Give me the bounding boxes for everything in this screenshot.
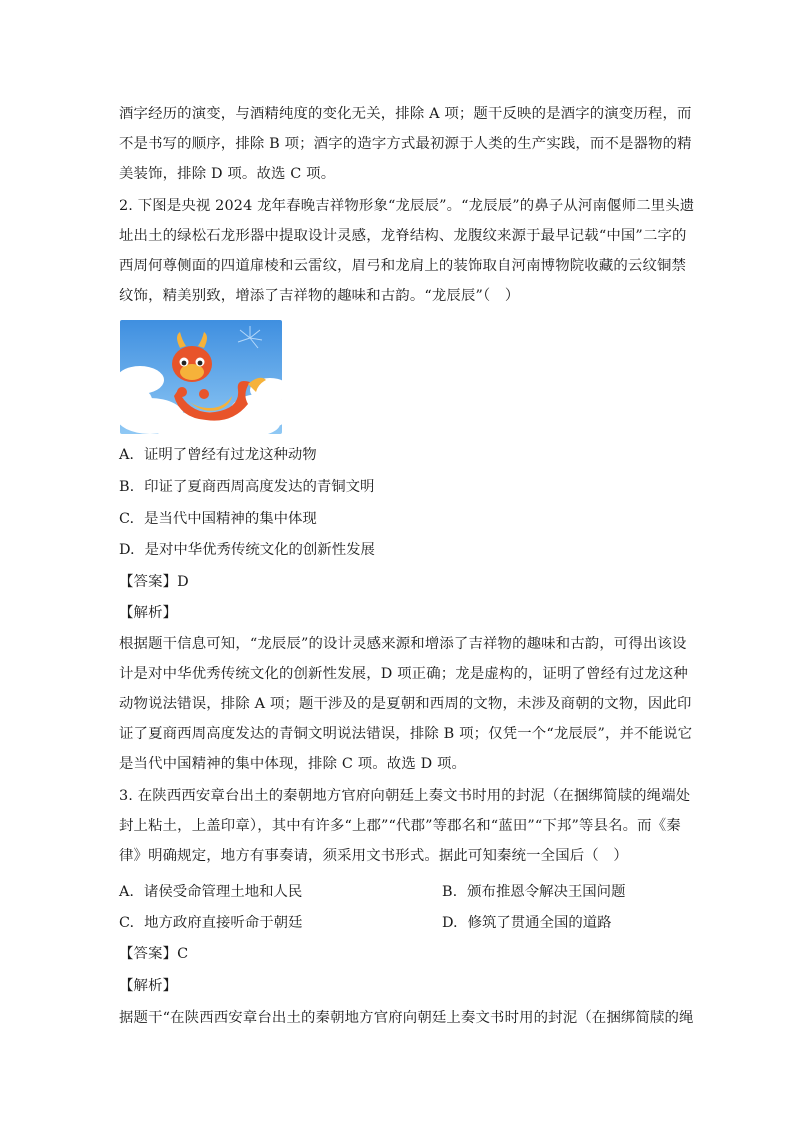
q2-analysis-line: 证了夏商西周高度发达的青铜文明说法错误，排除 B 项；仅凭一个“龙辰辰”，并不能说它 [119,726,693,742]
option-letter: C. [119,511,135,527]
q3-option-c [119,913,302,933]
option-text: 颁布推恩令解决王国问题 [467,884,626,900]
option-letter: C. [119,915,135,931]
q2-analysis-line: 动物说法错误，排除 A 项；题干涉及的是夏朝和西周的文物，未涉及商朝的文物，因此印 [119,696,692,712]
q2-analysis-line: 计是对中华优秀传统文化的创新性发展，D 项正确；龙是虚构的，证明了曾经有过龙这种 [119,666,688,682]
q3-analysis-line: 据题干“在陕西西安章台出土的秦朝地方官府向朝廷上奏文书时用的封泥（在捆绑简牍的绳 [119,1010,694,1026]
q2-option-c [119,509,317,529]
q2-analysis-heading: 【解析】 [119,605,178,621]
option-text: 是当代中国精神的集中体现 [144,511,317,527]
option-letter: A. [119,447,134,463]
q2-option-b [119,477,374,497]
option-text: 印证了夏商西周高度发达的青铜文明 [144,479,375,495]
q3-option-d [442,913,612,933]
option-letter: D. [442,915,458,931]
option-text: 修筑了贯通全国的道路 [467,915,612,931]
q3-option-b [442,882,625,902]
q2-analysis-line: 根据题干信息可知，“龙辰辰”的设计灵感来源和增添了吉祥物的趣味和古韵，可得出该设 [119,636,687,652]
q2-stem-line: 址出土的绿松石龙形器中提取设计灵感，龙脊结构、龙腹纹来源于最早记载“中国”二字的 [119,228,687,244]
q3-stem-line: 封上粘土，上盖印章），其中有许多“上郡”“代郡”等郡名和“蓝田”“下邦”等县名。而《秦 [119,818,681,834]
q3-analysis-heading: 【解析】 [119,978,178,994]
q3-stem-line: 律》明确规定，地方有事奏请，须采用文书形式。据此可知秦统一全国后（ ） [119,848,628,864]
q2-answer: 【答案】D [119,574,189,590]
q2-stem-line: 2. 下图是央视 2024 龙年春晚吉祥物形象“龙辰辰”。“龙辰辰”的鼻子从河南偃师二里头遗 [119,198,695,214]
option-letter: D. [119,542,135,558]
q3-answer: 【答案】C [119,946,189,962]
option-text: 证明了曾经有过龙这种动物 [143,447,317,463]
dragon-mascot-image [120,320,282,434]
option-letter: B. [442,884,458,900]
prev-analysis-line: 美装饰，排除 D 项。故选 C 项。 [119,166,336,182]
prev-analysis-line: 酒字经历的演变，与酒精纯度的变化无关，排除 A 项；题干反映的是酒字的演变历程，而 [119,106,692,122]
option-letter: B. [119,479,135,495]
q3-option-a [119,882,302,902]
option-letter: A. [119,884,134,900]
option-text: 诸侯受命管理土地和人民 [143,884,303,900]
prev-analysis-line: 不是书写的顺序，排除 B 项；酒字的造字方式最初源于人类的生产实践，而不是器物的精 [119,136,692,152]
q2-stem-line: 西周何尊侧面的四道扉棱和云雷纹，眉弓和龙肩上的装饰取自河南博物院收藏的云纹铜禁 [119,258,687,274]
q3-stem-line: 3. 在陕西西安章台出土的秦朝地方官府向朝廷上奏文书时用的封泥（在捆绑简牍的绳端处 [119,788,691,804]
q2-option-d [119,540,375,560]
q2-analysis-line: 是当代中国精神的集中体现，排除 C 项。故选 D 项。 [119,756,467,772]
q2-option-a [119,445,317,465]
q2-stem-line: 纹饰，精美别致，增添了吉祥物的趣味和古韵。“龙辰辰”（ ） [119,288,520,304]
option-text: 地方政府直接听命于朝廷 [144,915,303,931]
option-text: 是对中华优秀传统文化的创新性发展 [144,542,375,558]
